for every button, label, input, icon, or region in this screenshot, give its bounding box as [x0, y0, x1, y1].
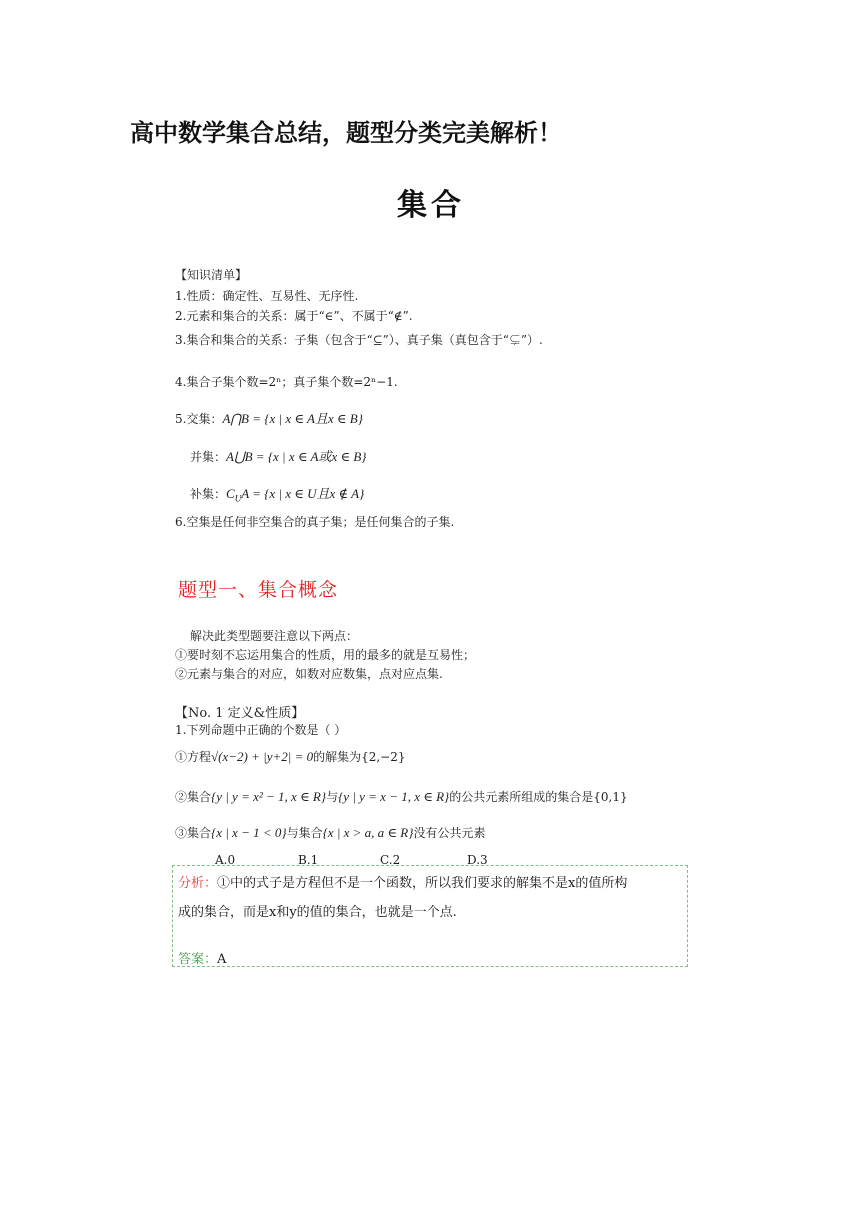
section-intro: 解决此类型题要注意以下两点：: [190, 629, 359, 643]
union-formula: A⋃B = {x | x ∈ A或x ∈ B}: [226, 449, 367, 464]
knowledge-item-2: 2.元素和集合的关系：属于“∈”、不属于“∉”.: [175, 309, 413, 323]
answer-line: [178, 948, 226, 967]
problem-question: 1.下列命题中正确的个数是（ ）: [175, 723, 347, 737]
main-heading: 集合: [397, 188, 465, 223]
statement-2: [175, 788, 628, 805]
section-point-1: ①要时刻不忘运用集合的性质，用的最多的就是互易性；: [175, 648, 476, 662]
statement-1-math: √(x−2) + |y+2| = 0: [211, 749, 314, 764]
statement-3-mid: 与集合: [286, 826, 323, 840]
statement-3-prefix: ③集合: [175, 826, 212, 840]
statement-1-suffix: 的解集为{2,−2}: [313, 750, 406, 764]
page-title: 高中数学集合总结，题型分类完美解析！: [130, 119, 562, 147]
analysis-line-1: [178, 872, 627, 891]
option-c: C.2: [380, 853, 401, 867]
statement-2-suffix: 的公共元素所组成的集合是{0,1}: [449, 790, 628, 804]
statement-3-math-2: {x | x > a, a ∈ R}: [322, 825, 414, 840]
statement-2-mid: 与: [326, 790, 339, 804]
statement-2-math-1: {y | y = x² − 1, x ∈ R}: [211, 789, 327, 804]
complement-formula: A = {x | x ∈ U且x ∉ A}: [241, 486, 365, 501]
complement-label: 补集：: [190, 487, 227, 501]
option-b: B.1: [298, 853, 319, 867]
statement-2-prefix: ②集合: [175, 790, 212, 804]
option-a: A.0: [215, 853, 236, 867]
section-point-2: ②元素与集合的对应，如数对应数集，点对应点集.: [175, 667, 443, 681]
intersection-label: 5.交集：: [175, 412, 223, 426]
complement-line: [190, 483, 364, 503]
complement-subscript: U: [234, 493, 242, 504]
knowledge-item-1: 1.性质：确定性、互易性、无序性.: [175, 289, 359, 303]
statement-3-suffix: 没有公共元素: [413, 826, 486, 840]
problem-header: 【No. 1 定义&性质】: [175, 706, 305, 721]
analysis-text-1: ①中的式子是方程但不是一个函数，所以我们要求的解集不是x的值所构: [217, 876, 628, 891]
knowledge-item-3: 3.集合和集合的关系：子集（包含于“⊆”）、真子集（真包含于“⊊”）.: [175, 333, 543, 347]
knowledge-item-4: 4.集合子集个数=2ⁿ；真子集个数=2ⁿ−1.: [175, 375, 398, 389]
option-d: D.3: [467, 853, 488, 867]
union-line: [190, 446, 367, 465]
knowledge-header: 【知识清单】: [175, 268, 248, 282]
answer-value: A: [217, 952, 227, 967]
intersection-formula: A⋂B = {x | x ∈ A且x ∈ B}: [222, 411, 363, 426]
statement-3-math-1: {x | x − 1 < 0}: [211, 825, 287, 840]
answer-label: 答案：: [178, 952, 218, 967]
analysis-line-2: 成的集合，而是x和y的值的集合，也就是一个点.: [178, 905, 457, 920]
statement-3: [175, 824, 485, 841]
complement-symbol: C: [226, 486, 235, 501]
statement-2-math-2: {y | y = x − 1, x ∈ R}: [338, 789, 450, 804]
statement-1-prefix: ①方程: [175, 750, 212, 764]
knowledge-item-6: 6.空集是任何非空集合的真子集；是任何集合的子集.: [175, 515, 455, 529]
knowledge-item-5: [175, 408, 363, 427]
section-heading: 题型一、集合概念: [178, 579, 339, 601]
statement-1: [175, 748, 406, 765]
analysis-label: 分析：: [178, 876, 218, 891]
union-label: 并集：: [190, 450, 227, 464]
